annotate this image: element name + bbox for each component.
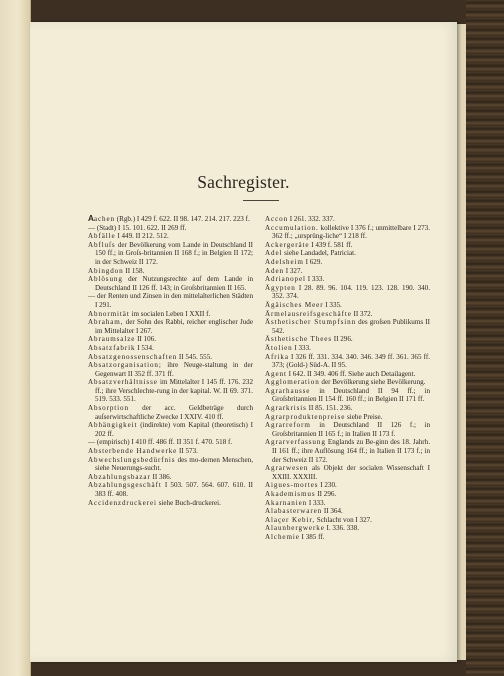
entry-references: II 296. [331,335,353,344]
entry-heading: Abzahlungsbazar [88,472,151,481]
entry-heading: Accon [265,215,289,223]
entry-references: der acc. Geldbeträge durch auſserwirtschaftliche Zwecke I XXIV. 410 ff. [95,404,253,421]
index-entry [265,275,430,284]
entry-heading: Aigues-mortes [265,481,319,490]
entry-references: in Deutschland II 126 f.; in Groſsbritannien II 165 f.; in Italien II 173 f. [272,421,430,438]
entry-references: des groſsen Publikums II 542. [272,318,430,335]
entry-references: II 296. [315,490,337,498]
entry-heading: Ätolien [265,343,293,352]
entry-references: I 333. [307,498,326,507]
index-entry [88,318,253,335]
entry-heading: Akademismus [265,490,316,498]
index-entry [88,292,253,309]
entry-references: im Mittelalter I 145 ff. 176. 232 ff.; ihre Verschlechte-rung in der kapital. W. II 69. 371. 519. 533. 551. [95,378,253,404]
entry-references: im socialen Leben I XXII f. [129,309,211,318]
index-entry [265,507,430,516]
index-column-left [88,215,253,507]
index-entry [265,318,430,335]
index-entry [88,310,253,319]
entry-references: I 449. II 212. 512. [115,232,169,241]
entry-references: der Nutzungsrechte auf dem Lande in Deutschland II 126 ff. 143; in Groſsbritannien II 165. [95,275,253,292]
entry-heading: Abraumsalze [88,335,136,344]
index-column-right [265,215,430,542]
entry-heading: Abzahlungsgeschäft [88,481,162,490]
entry-heading: Abhängigkeit [88,421,138,430]
entry-references: I 261. 332. 337. [288,215,335,223]
entry-references: I 439 f. 581 ff. [309,240,353,249]
entry-heading: achen [93,215,115,223]
entry-references: der Sohn des Rabbi, reicher englischer Jude im Mittelalter I 267. [95,318,253,335]
entry-heading: Abfluſs [88,240,116,249]
index-entry [265,224,430,241]
entry-heading: Abnormität [88,309,130,318]
entry-heading: Agrarproduktenpreise [265,412,346,421]
index-entry [265,499,430,508]
entry-references: siehe Buch-druckerei. [156,498,221,507]
entry-heading: Accidenzdruckerei [88,498,157,507]
title-divider [243,200,279,201]
index-entry [265,241,430,250]
entry-heading: Absatzorganisation; [88,361,162,370]
entry-references: Englands zu Be-ginn des 18. Jahrh. II 161 ff.; ihre Auflösung 164 ff.; in Italien II 173 f.; in der Schweiz II 172. [272,438,430,464]
entry-references: — (empirisch) I 410 ff. 486 ff. II 351 f. 470. 518 f. [88,438,233,447]
entry-references: I 333. [292,343,311,352]
index-entry [88,215,253,224]
entry-heading: Agrarwesen [265,464,309,473]
entry-heading: Agrarverfassung [265,438,326,447]
index-entry [265,524,430,533]
entry-heading: Aden [265,266,284,275]
entry-heading: Agrarhausse [265,386,311,395]
book-cover-edge [466,0,504,676]
index-entry [88,421,253,438]
index-entry [265,258,430,267]
entry-heading: Abfälle [88,232,116,241]
entry-references: I 335. [323,300,342,309]
index-entry [88,224,253,233]
index-entry [265,310,430,319]
index-entry [88,275,253,292]
index-entry [88,447,253,456]
index-entry [265,481,430,490]
entry-heading: Absatzgenossenschaften [88,352,178,361]
entry-references: der Bevölkerung siehe Bevölkerung. [319,378,426,387]
entry-heading: Afrika [265,352,289,361]
index-entry [265,284,430,301]
entry-heading: Adelsheim [265,257,304,266]
entry-heading: Akarnanien [265,498,308,507]
entry-references: als Objekt der socialen Wissenschaft I XXIII. XXXIII. [272,464,430,481]
entry-heading: Agent [265,369,287,378]
entry-heading: Agglomeration [265,378,320,387]
page-title: Sachregister. [197,172,290,192]
entry-references: II 158. [123,266,145,275]
entry-references: (Rgb.) I 429 f. 622. II 98. 147. 214. 217. 223 f. [114,215,250,223]
entry-heading: Ärmelausreifsgeschäfte [265,309,352,318]
entry-heading: Agrarreform [265,421,311,430]
entry-references: (indirekte) vom Kapital (theoretisch) I 202 ff. [95,421,253,438]
index-entry [88,404,253,421]
entry-references: I 503. 507. 564. 607. 610. II 383 ff. 408. [95,481,253,498]
entry-references: II 386. [150,472,172,481]
entry-heading: Absorption [88,404,129,413]
index-entry [88,456,253,473]
entry-references: I 642. II 349. 406 ff. Siehe auch Detailagent. [286,369,416,378]
entry-heading: Absterbende Handwerke [88,447,178,456]
entry-references: II 85. 151. 236. [306,404,353,413]
index-entry [265,421,430,438]
entry-heading: Ackergeräte [265,240,310,249]
index-entry [88,353,253,362]
index-entry [88,378,253,404]
entry-heading: Ästhetischer Stumpfsinn [265,318,357,327]
index-entry [265,301,430,310]
index-entry [265,370,430,379]
entry-references: II 106. [135,335,157,344]
entry-lead-letter: A [88,214,94,223]
index-entry [88,481,253,498]
entry-references: I 629. [303,257,323,266]
index-entry [265,533,430,542]
index-entry [265,490,430,499]
entry-references: I 534. [135,343,154,352]
entry-references: II 364. [322,507,343,516]
entry-references: I 333. [305,275,325,284]
index-entry [88,267,253,276]
entry-references: — (Stadt) I 15. 101. 622. II 269 ff. [88,223,187,232]
index-entry [265,438,430,464]
entry-heading: Abingdon [88,266,124,275]
index-entry [88,241,253,267]
index-entry [265,215,430,224]
entry-heading: Ästhetische Thees [265,335,332,344]
entry-heading: Alabasterwaren [265,507,323,516]
entry-heading: Abraham, [88,318,124,327]
entry-references: I 385 ff. [299,532,325,541]
entry-heading: Absatzverhältnisse [88,378,158,387]
entry-references: Schlacht von I 327. [315,515,372,524]
index-entry [88,335,253,344]
index-entry [88,361,253,378]
entry-heading: Accumulation. [265,223,319,232]
entry-heading: Ablösung [88,275,123,284]
entry-heading: Ägypten [265,283,296,292]
entry-references: I. 336. 338. [324,524,360,533]
index-entry [265,378,430,387]
entry-heading: Ägäisches Meer [265,300,324,309]
entry-references: II 372. [351,309,373,318]
entry-references: in Deutschland II 94 ff.; in Groſsbritannien II 154 ff. 160 ff.; in Belgien II 171 ff. [272,386,430,404]
entry-heading: Adrianopel [265,275,306,284]
entry-heading: Absatzfabrik [88,343,136,352]
entry-references: — der Renten und Zinsen in den mittelalterlichen Städten I 291. [88,292,253,309]
index-entry [265,249,430,258]
index-entry [88,344,253,353]
entry-references: I 327. [283,266,303,275]
index-entry [265,404,430,413]
index-entry [88,438,253,447]
entry-references: I 326 ff. 331. 334. 340. 346. 349 ff. 361. 365 ff. 373; (Gold-) Süd-A. II 95. [272,352,430,370]
index-entry [265,335,430,344]
entry-heading: Adel [265,249,283,258]
index-entry [265,387,430,404]
index-entry [265,464,430,481]
index-entry [265,413,430,422]
entry-references: ihre Neuge-staltung in der Gegenwart II 352 ff. 371 ff. [95,361,253,378]
entry-references: des mo-dernen Menschen, siehe Neuerungs-sucht. [95,455,253,473]
index-entry [265,344,430,353]
entry-references: II 573. [177,447,198,456]
entry-references: siehe Landadel, Patriciat. [282,249,356,258]
index-entry [88,473,253,482]
book-page [30,22,457,662]
index-entry [265,267,430,276]
entry-heading: Abwechslungsbedürfnis [88,455,176,464]
index-entry [265,353,430,370]
entry-heading: Alchemie [265,532,300,541]
entry-heading: Agrarkrisis [265,404,307,413]
entry-references: II 545. 555. [177,352,213,361]
entry-references: der Bevölkerung vom Lande in Deutschland II 150 ff.; in Groſs-britannien II 168 f.; in Belgien II 172; in der Schweiz II 172. [95,240,253,266]
page-stack-edge [457,24,466,660]
index-entry [88,232,253,241]
entry-heading: Alaçer Kebir, [265,515,316,524]
entry-references: I 28. 89. 96. 104. 119. 123. 128. 190. 340. 352. 374. [272,283,430,301]
entry-heading: Alaunbergwerke [265,524,325,533]
book-gutter [0,0,31,676]
entry-references: kollektive I 376 f.; unmittelbare I 273. 362 ff.; „ursprüng-liche“ I 218 ff. [272,223,430,241]
index-entry [88,499,253,508]
entry-references: siehe Preise. [345,412,383,421]
entry-references: I 230. [318,481,337,490]
index-entry [265,516,430,525]
